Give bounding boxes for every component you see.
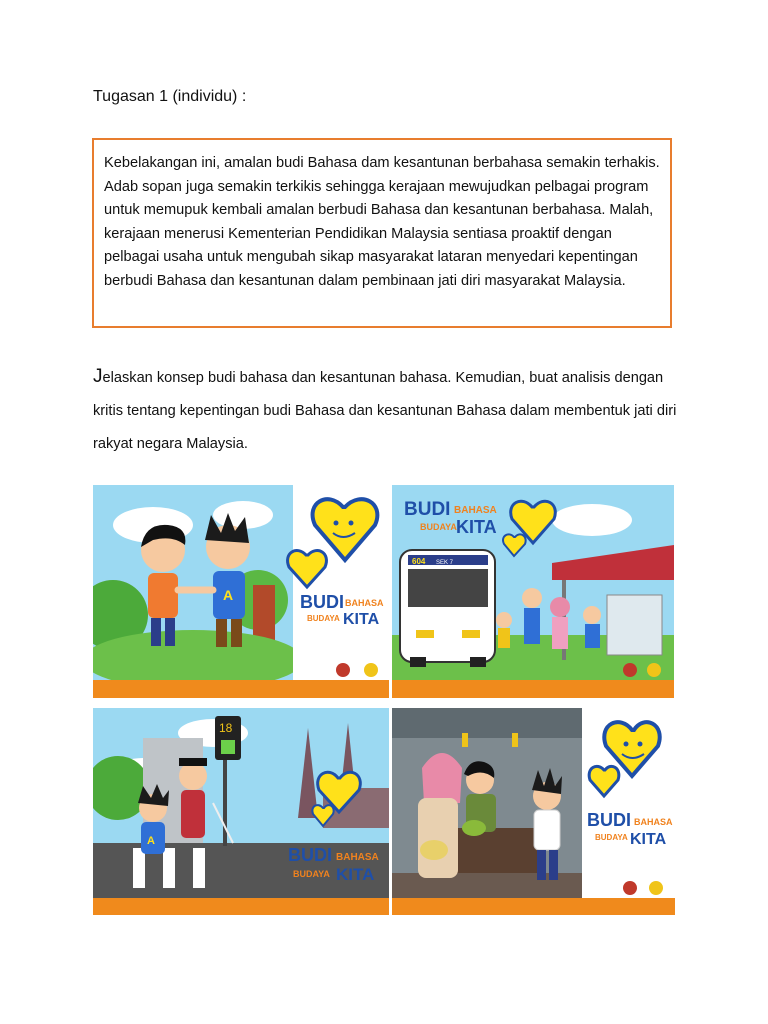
- logo-word-kita-3: KITA: [336, 865, 375, 884]
- svg-text:A: A: [147, 835, 155, 847]
- logo-word-bahasa-3: BAHASA: [336, 852, 379, 863]
- logo-word-budi: BUDI: [300, 592, 344, 612]
- context-box: [92, 138, 672, 328]
- logo-word-budaya-4: BUDAYA: [595, 833, 628, 842]
- poster-bus-stop: [392, 485, 674, 698]
- question-text: [93, 360, 683, 461]
- logo-word-budi-4: BUDI: [587, 810, 631, 830]
- poster-handshake: [93, 485, 389, 698]
- question-initial: J: [93, 366, 103, 387]
- poster-bus-seat: [392, 708, 675, 915]
- logo-word-kita-2: KITA: [456, 517, 497, 537]
- logo-word-budi-3: BUDI: [288, 845, 332, 865]
- logo-word-budaya: BUDAYA: [307, 614, 340, 623]
- logo-word-kita: KITA: [343, 611, 380, 628]
- bus-number: 604: [412, 557, 426, 566]
- logo-word-bahasa-2: BAHASA: [454, 505, 497, 516]
- logo-word-kita-4: KITA: [630, 831, 667, 848]
- logo-word-budaya-3: BUDAYA: [293, 869, 330, 879]
- logo-word-budi-2: BUDI: [404, 499, 451, 520]
- poster-crossing: [93, 708, 389, 915]
- context-text: Kebelakangan ini, amalan budi Bahasa dam kesantunan berbahasa semakin terhakis. Adab sopan juga semakin terkikis sehingga kerajaan mewujudkan pelbagai program untuk memupuk kembali amalan berbudi Bahasa dan kesantunan berbahasa. Malah, kerajaan menerusi Kementerian Pendidikan Malaysia sentiasa proaktif dengan pelbagai usaha untuk mengubah sikap masyarakat lataran menyedari kepentingan berbudi Bahasa dan kesantunan dalam pembinaan jati diri masyarakat Malaysia.: [104, 155, 660, 289]
- logo-word-bahasa-4: BAHASA: [634, 817, 673, 827]
- logo-word-bahasa: BAHASA: [345, 598, 384, 608]
- assignment-heading: Tugasan 1 (individu) :: [93, 88, 247, 105]
- question-body: elaskan konsep budi bahasa dan kesantunan bahasa. Kemudian, buat analisis dengan kritis tentang kepentingan budi Bahasa dan kesantunan Bahasa dalam membentuk jati diri rakyat negara Malaysia.: [93, 370, 677, 452]
- svg-text:A: A: [223, 587, 234, 603]
- bus-route: SEK 7: [436, 560, 454, 566]
- signal-countdown: 18: [219, 721, 233, 735]
- logo-word-budaya-2: BUDAYA: [420, 522, 457, 532]
